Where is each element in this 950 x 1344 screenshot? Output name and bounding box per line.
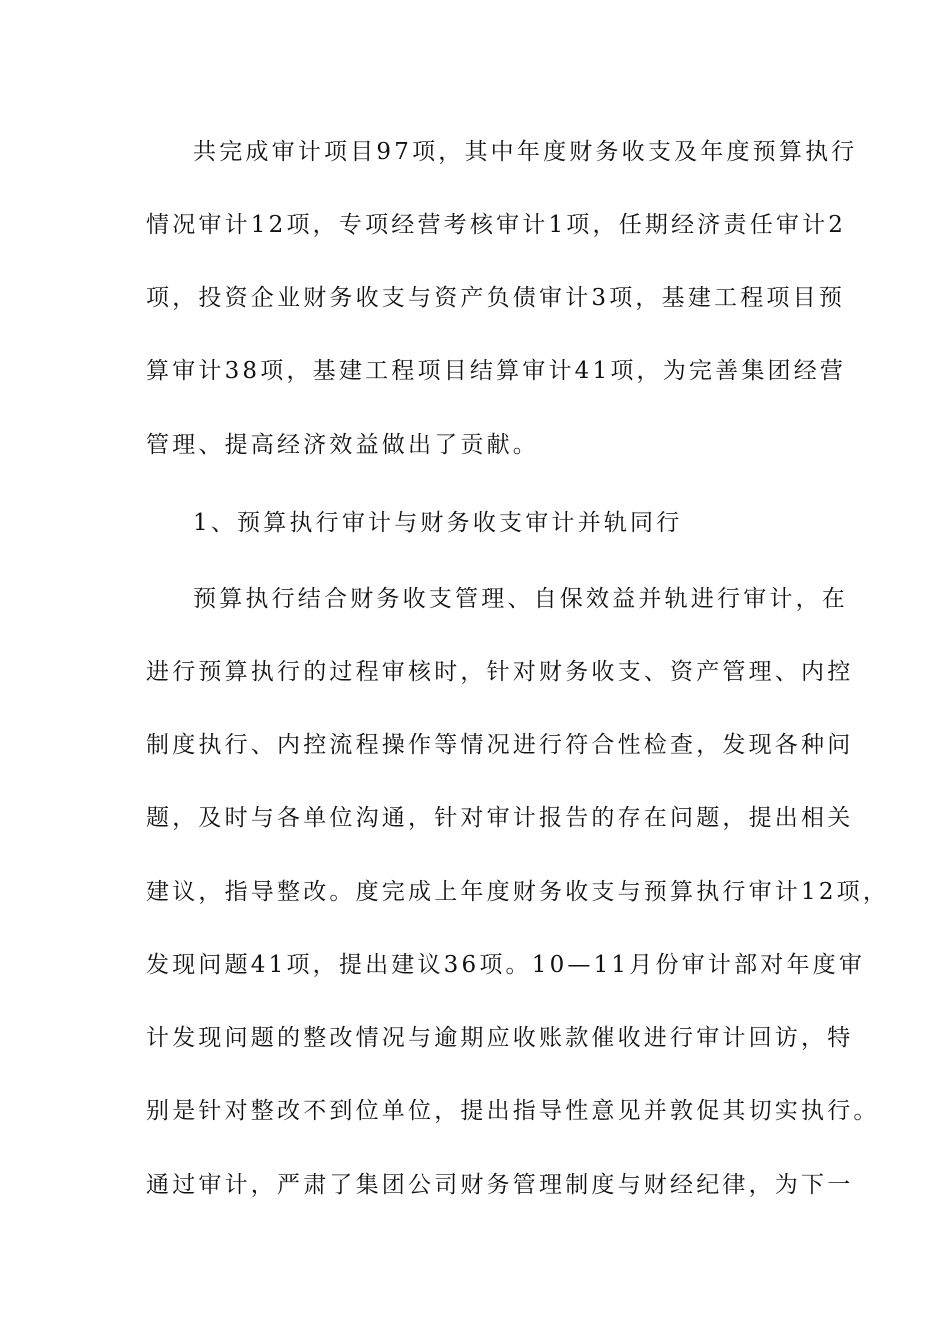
paragraph-line: 情况审计12项，专项经营考核审计1项，任期经济责任审计2 [146,212,847,238]
paragraph-line: 题，及时与各单位沟通，针对审计报告的存在问题，提出相关 [146,805,854,831]
paragraph-line: 建议，指导整改。度完成上年度财务收支与预算执行审计12项， [146,879,890,905]
paragraph-line: 进行预算执行的过程审核时，针对财务收支、资产管理、内控 [146,659,854,685]
paragraph-line: 发现问题41项，提出建议36项。10—11月份审计部对年度审 [146,952,866,978]
paragraph-line: 共完成审计项目97项，其中年度财务收支及年度预算执行 [193,139,858,165]
paragraph-line: 别是针对整改不到位单位，提出指导性意见并敦促其切实执行。 [146,1098,880,1124]
section-heading: 1、预算执行审计与财务收支审计并轨同行 [193,510,683,536]
paragraph-line: 计发现问题的整改情况与逾期应收账款催收进行审计回访，特 [146,1025,854,1051]
paragraph-line: 通过审计，严肃了集团公司财务管理制度与财经纪律，为下一 [146,1172,854,1198]
paragraph-line: 预算执行结合财务收支管理、自保效益并轨进行审计，在 [193,586,848,612]
paragraph-line: 项，投资企业财务收支与资产负债审计3项，基建工程项目预 [146,285,846,311]
paragraph-line: 管理、提高经济效益做出了贡献。 [146,432,539,458]
paragraph-line: 算审计38项，基建工程项目结算审计41项，为完善集团经营 [146,358,847,384]
paragraph-line: 制度执行、内控流程操作等情况进行符合性检查，发现各种问 [146,732,854,758]
